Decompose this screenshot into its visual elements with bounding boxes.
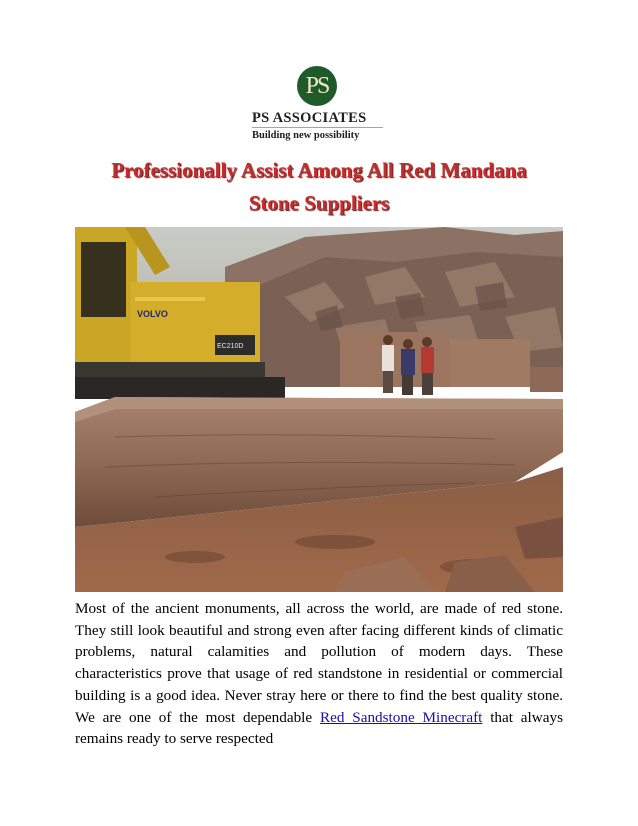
logo-company-name: PS ASSOCIATES <box>252 110 367 126</box>
page-title-line-2: Stone Suppliers <box>248 191 390 215</box>
logo-monogram-icon: PS <box>297 66 337 106</box>
body-text-tail: that always remains ready to serve respected <box>75 708 563 748</box>
logo-tagline: Building new possibility <box>252 130 360 141</box>
red-sandstone-link[interactable]: Red Sandstone Minecraft <box>319 708 483 726</box>
company-logo <box>246 66 396 146</box>
quarry-photo <box>75 227 563 592</box>
quarry-photo-illustration <box>75 227 563 592</box>
page-title-line-1: Professionally Assist Among All Red Mandana <box>111 158 527 182</box>
excavator-model-label: EC210D <box>217 343 244 350</box>
page-title <box>60 154 578 220</box>
body-text-lead: Most of the ancient monuments, all across the world, are made of red stone. They still look beautiful and strong even after facing different kinds of climatic problems, natural calamities and pollution of modern days. These characteristics prove that usage of red standstone in residential or commercial building is a good idea. Never stray here or there to find the best quality stone. We are one of the most dependable <box>75 600 563 726</box>
body-paragraph <box>75 598 563 750</box>
logo-divider <box>252 127 383 128</box>
excavator-brand-label: VOLVO <box>137 309 168 319</box>
